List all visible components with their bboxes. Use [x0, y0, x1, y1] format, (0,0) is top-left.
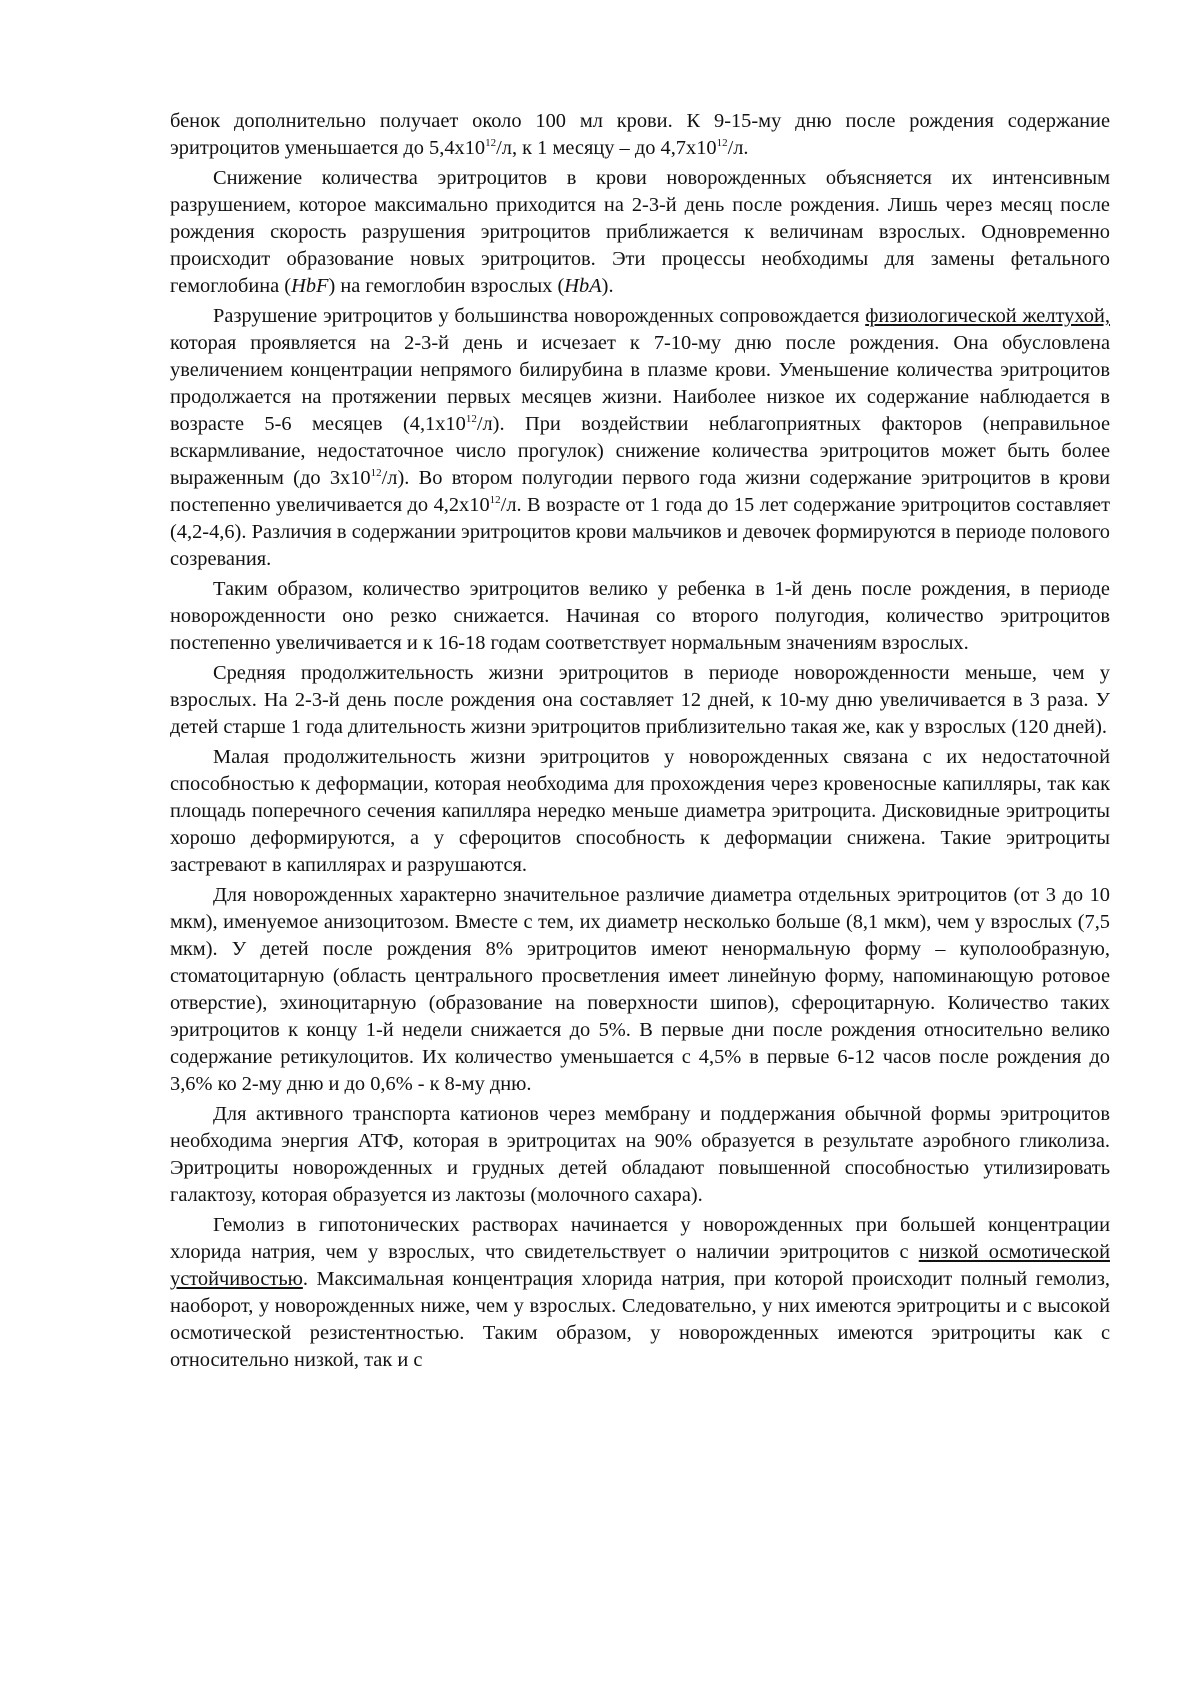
paragraph-text: Таким образом, количество эритроцитов велико у ребенка в 1-й день после рождения, в периоде новорожденности оно резко снижается. Начиная со второго полугодия, количество эритроцитов постепенно увеличивается и к 16-18 годам соответствует нормальным значениям взрослых. [170, 578, 1110, 654]
paragraph-text: Разрушение эритроцитов у большинства новорожденных сопровождается [213, 305, 866, 327]
paragraph-text: /л). При воздействии неблагоприятных факторов (неправильное вскармливание, недостаточное число прогулок) снижение количества эритроцитов может быть более выраженным (до 3х10 [170, 413, 1110, 489]
paragraph-text: /л, к 1 месяцу – до 4,7х10 [496, 137, 717, 159]
paragraph-text: /л. В возрасте от 1 года до 15 лет содержание эритроцитов составляет (4,2-4,6). Различия в содержании эритроцитов крови мальчиков и девочек формируются в периоде полового созревания. [170, 494, 1110, 570]
superscript-exponent: 12 [465, 413, 477, 425]
paragraph [170, 744, 1110, 879]
paragraph-text: Малая продолжительность жизни эритроцитов у новорожденных связана с их недостаточной способностью к деформации, которая необходима для прохождения через кровеносные капилляры, так как площадь поперечного сечения капилляра нередко меньше диаметра эритроцита. Дисковидные эритроциты хорошо деформируются, а у сфероцитов способность к деформации снижена. Такие эритроциты застревают в капиллярах и разрушаются. [170, 746, 1110, 876]
paragraph-text: Для активного транспорта катионов через мембрану и поддержания обычной формы эритроцитов необходима энергия АТФ, которая в эритроцитах на 90% образуется в результате аэробного гликолиза. Эритроциты новорожденных и грудных детей обладают повышенной способностью утилизировать галактозу, которая образуется из лактозы (молочного сахара). [170, 1103, 1110, 1206]
superscript-exponent: 12 [370, 467, 382, 479]
paragraph [170, 303, 1110, 573]
paragraph-text: ) на гемоглобин взрослых ( [328, 275, 565, 297]
paragraph-text: . Максимальная концентрация хлорида натрия, при которой происходит полный гемолиз, наоборот, у новорожденных ниже, чем у взрослых. Следовательно, у них имеются эритроциты и с высокой осмотической резистентностью. Таким образом, у новорожденных имеются эритроциты как с относительно низкой, так и с [170, 1268, 1110, 1371]
paragraph-text: бенок дополнительно получает около 100 мл крови. К 9-15-му дню после рождения содержание эритроцитов уменьшается до 5,4х10 [170, 110, 1110, 159]
italic-term: HbF [291, 275, 329, 297]
paragraph-text: /л. [727, 137, 749, 159]
document-page [170, 108, 1110, 1377]
paragraph-text: /л). Во втором полугодии первого года жизни содержание эритроцитов в крови постепенно увеличивается до 4,2х10 [170, 467, 1110, 516]
superscript-exponent: 12 [716, 137, 728, 149]
paragraph-text: Снижение количества эритроцитов в крови новорожденных объясняется их интенсивным разрушением, которое максимально приходится на 2-3-й день после рождения. Лишь через месяц после рождения скорость разрушения эритроцитов приближается к величинам взрослых. Одновременно происходит образование новых эритроцитов. Эти процессы необходимы для замены фетального гемоглобина ( [170, 167, 1110, 297]
superscript-exponent: 12 [489, 494, 501, 506]
superscript-exponent: 12 [485, 137, 497, 149]
underlined-term: низкой осмотической устойчивостью [170, 1241, 1110, 1290]
paragraph-text: Средняя продолжительность жизни эритроцитов в периоде новорожденности меньше, чем у взрослых. На 2-3-й день после рождения она составляет 12 дней, к 10-му дню увеличивается в 3 раза. У детей старше 1 года длительность жизни эритроцитов приблизительно такая же, как у взрослых (120 дней). [170, 662, 1110, 738]
paragraph [170, 165, 1110, 300]
paragraph [170, 108, 1110, 162]
underlined-term: физиологической желтухой, [865, 305, 1110, 327]
paragraph [170, 1212, 1110, 1374]
paragraph-text: ). [601, 275, 614, 297]
paragraph [170, 882, 1110, 1098]
paragraph-text: Гемолиз в гипотонических растворах начинается у новорожденных при большей концентрации хлорида натрия, чем у взрослых, что свидетельствует о наличии эритроцитов с [170, 1214, 1110, 1263]
italic-term: HbA [564, 275, 602, 297]
paragraph [170, 660, 1110, 741]
paragraph-text: которая проявляется на 2-3-й день и исчезает к 7-10-му дню после рождения. Она обусловлена увеличением концентрации непрямого билирубина в плазме крови. Уменьшение количества эритроцитов продолжается на протяжении первых месяцев жизни. Наиболее низкое их содержание наблюдается в возрасте 5-6 месяцев (4,1х10 [170, 332, 1110, 435]
paragraph [170, 576, 1110, 657]
paragraph [170, 1101, 1110, 1209]
paragraph-text: Для новорожденных характерно значительное различие диаметра отдельных эритроцитов (от 3 до 10 мкм), именуемое анизоцитозом. Вместе с тем, их диаметр несколько больше (8,1 мкм), чем у взрослых (7,5 мкм). У детей после рождения 8% эритроцитов имеют ненормальную форму – куполообразную, стоматоцитарную (область центрального просветления имеет линейную форму, напоминающую ротовое отверстие), эхиноцитарную (образование на поверхности шипов), сфероцитарную. Количество таких эритроцитов к концу 1-й недели снижается до 5%. В первые дни после рождения относительно велико содержание ретикулоцитов. Их количество уменьшается с 4,5% в первые 6-12 часов после рождения до 3,6% ко 2-му дню и до 0,6% - к 8-му дню. [170, 884, 1110, 1095]
